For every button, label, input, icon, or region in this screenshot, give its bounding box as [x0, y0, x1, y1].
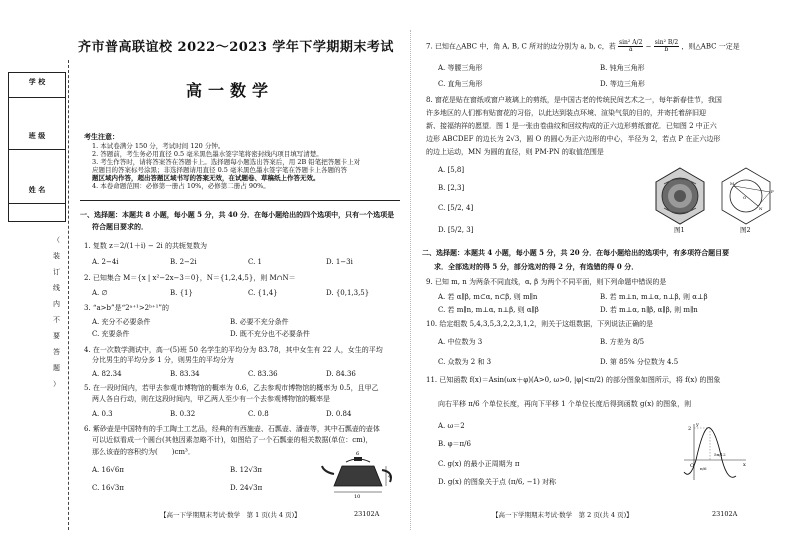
- class-label: 班 级: [28, 131, 46, 140]
- q7-frac-1: $\frac{\text{sin² A/2}}{a}$: [619, 39, 643, 53]
- fig1-label: 图1: [674, 226, 685, 234]
- q8-line: 新、接福纳祥的愿望．图 1 是一张由卷曲纹和回纹构成的正六边形剪纸窗花．已知图 2 中正六: [426, 122, 717, 130]
- notice-line: 3. 考生作答时，请将答案答在答题卡上。选择题每小题选出答案后，用 2B 铅笔把答题卡上对: [92, 158, 361, 166]
- q4-stem-2: 分比男生的平均分多 1 分，则男生的平均分为: [92, 356, 234, 364]
- q8-line: 的边上运动，MN 为圆的直径，则 PM·PN 的取值范围是: [426, 148, 604, 156]
- q11-option-d: D. g(x) 的图象关于点 (π/6, −1) 对称: [438, 478, 557, 486]
- part2-heading-2: 求．全部选对的得 5 分，部分选对的得 2 分，有选错的得 0 分．: [434, 262, 639, 271]
- q1-option-a: A. 2−4i: [92, 258, 119, 266]
- q8-option-a: A. [5,8]: [438, 166, 465, 174]
- q11-stem-2: 向右平移 π/6 个单位长度，再向下平移 1 个单位长度后得到函数 g(x) 的图象，则: [438, 400, 692, 408]
- notice-line: 1. 本试卷满分 150 分，考试时间 120 分钟。: [92, 142, 225, 150]
- q2-option-d: D. {0,1,3,5}: [326, 289, 370, 297]
- q2-option-c: C. {1,4}: [248, 289, 278, 297]
- q10-option-c: C. 众数为 2 和 3: [438, 358, 492, 366]
- q6-stem-3: 那么该壶的容积约为( )cm³．: [92, 448, 195, 456]
- q6-option-a: A. 16√6π: [92, 466, 124, 474]
- q2-stem: 2. 已知集合 M＝{x | x²−2x−3＝0}，N＝{1,2,4,5}，则 M∩N＝: [84, 274, 296, 282]
- q1-option-c: C. 1: [248, 258, 263, 266]
- notice-heading: 考生注意：: [84, 132, 119, 141]
- q2-option-b: B. {1}: [170, 289, 193, 297]
- part2-heading: 二、选择题：本题共 4 小题，每小题 5 分，共 20 分．在每小题给出的选项中，有多项符合题目要: [422, 248, 730, 257]
- notice-line: 2. 答题前，考生务必用直径 0.5 毫米黑色墨水签字笔将密封线内项目填写清楚。: [92, 150, 323, 158]
- q4-option-b: B. 83.34: [170, 370, 200, 378]
- q8-option-b: B. [2,3]: [438, 184, 465, 192]
- q8-line: 8. 窗花是贴在窗纸或窗户玻璃上的剪纸，是中国古老的传统民间艺术之一，每年新春佳节，我国: [426, 96, 722, 104]
- q3-stem: 3. “a>b”是“2ᵃ⁺¹>2ᵇ⁺¹”的: [84, 304, 170, 312]
- fig2-label: 图2: [740, 226, 751, 234]
- footer-left-code: 23102A: [354, 510, 380, 518]
- teapot-top-label: 6: [356, 451, 360, 457]
- q9-option-d: D. 若 m⊥α, n∥β, α∥β, 则 m∥n: [600, 306, 698, 314]
- q6-stem-2: 可以近似看成一个圆台(其他因素忽略不计)，如图给了一个石瓢壶的相关数据(单位：cm)，: [92, 436, 373, 444]
- q6-option-b: B. 12√3π: [230, 466, 263, 474]
- svg-text:N: N: [759, 206, 763, 211]
- q4-option-c: C. 83.36: [248, 370, 278, 378]
- q7-frac-2: $\frac{\text{sin² B/2}}{b}$: [654, 39, 679, 53]
- svg-text:M: M: [730, 181, 735, 186]
- name-label: 姓 名: [28, 185, 46, 194]
- q7-option-c: C. 直角三角形: [438, 80, 483, 88]
- graph-x-label-a: π/6: [700, 466, 707, 471]
- q4-option-a: A. 82.34: [92, 370, 122, 378]
- q5-option-b: B. 0.32: [170, 410, 196, 418]
- school-label: 学 校: [28, 77, 46, 86]
- q5-stem-2: 两人各自行动，则在这段时间内，甲乙两人至少有一个去参观博物馆的概率是: [92, 395, 330, 403]
- q9-stem: 9. 已知 m, n 为两条不同直线，α, β 为两个不同平面，则下列命题中错误的是: [426, 278, 667, 286]
- teapot-bottom-label: 10: [354, 494, 361, 500]
- notice-line: 应题目的答案标号涂黑；非选择题请用直径 0.5 毫米黑色墨水签字笔在答题卡上各题的答: [92, 166, 347, 174]
- q5-option-a: A. 0.3: [92, 410, 113, 418]
- part1-heading: 一、选择题：本题共 8 小题，每小题 5 分，共 40 分．在每小题给出的四个选项中，只有一个选项是: [80, 210, 395, 219]
- q7-option-d: D. 等边三角形: [600, 80, 645, 88]
- q8-line: 许多地区的人们都有贴窗花的习俗，以此达到装点环境、渲染气氛的目的，并寄托着辞旧迎: [426, 109, 706, 117]
- q9-option-a: A. 若 α∥β, m⊂α, n⊂β, 则 m∥n: [438, 293, 538, 301]
- notice-line: 题区域内作答，超出答题区域书写的答案无效，在试题卷、草稿纸上作答无效。: [92, 174, 320, 182]
- binding-line: [68, 60, 69, 530]
- q6-stem: 6. 紫砂壶是中国特有的手工陶土工艺品，经典的有西施壶、石瓢壶、潘壶等，其中石瓢壶的壶体: [84, 425, 380, 433]
- svg-text:O: O: [743, 195, 747, 200]
- q8-line: 边形 ABCDEF 的边长为 2√3，圆 O 的圆心为正六边形的中心，半径为 2，若点 P 在正六边形: [426, 135, 721, 143]
- graph-x-label-b: 5π/12: [714, 452, 726, 457]
- q4-option-d: D. 84.36: [326, 370, 356, 378]
- teapot-figure: [318, 452, 398, 500]
- svg-text:P: P: [771, 189, 774, 194]
- q6-option-c: C. 16√3π: [92, 484, 124, 492]
- q8-option-c: C. [5/2, 4]: [438, 204, 474, 212]
- q3-option-a: A. 充分不必要条件: [92, 318, 151, 326]
- q11-option-c: C. g(x) 的最小正周期为 π: [438, 460, 520, 468]
- graph-x-axis: x: [743, 462, 746, 468]
- q3-option-b: B. 必要不充分条件: [230, 318, 289, 326]
- part1-heading-2: 符合题目要求的．: [92, 222, 148, 231]
- window-flower-figure: [650, 166, 710, 226]
- graph-y-top: 2: [688, 426, 692, 432]
- q4-stem: 4. 在一次数学测试中，高一(5)班 50 名学生的平均分为 83.78，其中女生有 22 人，女生的平均: [84, 346, 383, 354]
- q11-stem: 11. 已知函数 f(x)＝Asin(ωx＋φ)(A>0, ω>0, |φ|<π/2) 的部分图象如图所示，将 f(x) 的图象: [426, 376, 721, 384]
- hexagon-figure: [716, 166, 776, 226]
- q11-option-a: A. ω＝2: [438, 422, 465, 430]
- q1-option-b: B. 2−2i: [170, 258, 197, 266]
- notice-line: 4. 本卷命题范围：必修第一册占 10%，必修第二册占 90%。: [92, 182, 270, 190]
- q1-option-d: D. 1−3i: [326, 258, 353, 266]
- q1-stem: 1. 复数 z＝2/(1＋i) − 2i 的共轭复数为: [84, 242, 208, 250]
- q8-option-d: D. [5/2, 3]: [438, 226, 474, 234]
- q2-option-a: A. ∅: [92, 289, 108, 297]
- graph-origin: O: [690, 463, 695, 469]
- q7-option-a: A. 等腰三角形: [438, 64, 483, 72]
- q5-option-c: C. 0.8: [248, 410, 269, 418]
- q3-option-d: D. 既不充分也不必要条件: [230, 330, 310, 338]
- q10-option-d: D. 第 85% 分位数为 4.5: [600, 358, 679, 366]
- q3-option-c: C. 充要条件: [92, 330, 130, 338]
- student-info-box: [8, 72, 66, 222]
- sine-graph: [680, 420, 750, 484]
- teapot-height-label: 4: [388, 474, 392, 480]
- exam-title: 齐市普高联谊校 2022～2023 学年下学期期末考试: [78, 40, 394, 55]
- exam-subject: 高一数学: [186, 81, 275, 100]
- q7-stem: 7. 已知在△ABC 中，角 A, B, C 所对的边分别为 a, b, c，若 $\frac{\text{sin² A/2}}{a}$ − $\frac{\text{sin² B/2}}{b}$ ，则△ABC 一定是: [426, 39, 740, 53]
- q5-stem: 5. 在一段时间内，若甲去参观市博物馆的概率为 0.6，乙去参观市博物馆的概率为 0.5，且甲乙: [84, 384, 379, 392]
- binding-note: （ 装 订 线 内 不 要 答 题 ）: [53, 236, 60, 388]
- q7-option-b: B. 钝角三角形: [600, 64, 645, 72]
- q9-option-b: B. 若 m⊥n, m⊥α, n⊥β, 则 α⊥β: [600, 293, 708, 301]
- q10-option-a: A. 中位数为 3: [438, 338, 483, 346]
- q9-option-c: C. 若 m∥n, m⊥α, n⊥β, 则 α∥β: [438, 306, 539, 314]
- q10-stem: 10. 给定组数 5,4,3,5,3,2,2,3,1,2，则关于这组数据，下列说法正确的是: [426, 320, 654, 328]
- q6-option-d: D. 24√3π: [230, 484, 263, 492]
- graph-y-axis: y: [696, 422, 699, 428]
- q11-option-b: B. φ＝π/6: [438, 440, 471, 448]
- footer-left: 【高一下学期期末考试·数学 第 1 页(共 4 页)】: [160, 511, 301, 519]
- q10-option-b: B. 方差为 8/5: [600, 338, 645, 346]
- footer-right-code: 23102A: [712, 510, 738, 518]
- q5-option-d: D. 0.84: [326, 410, 352, 418]
- footer-right: 【高一下学期期末考试·数学 第 2 页(共 4 页)】: [492, 511, 633, 519]
